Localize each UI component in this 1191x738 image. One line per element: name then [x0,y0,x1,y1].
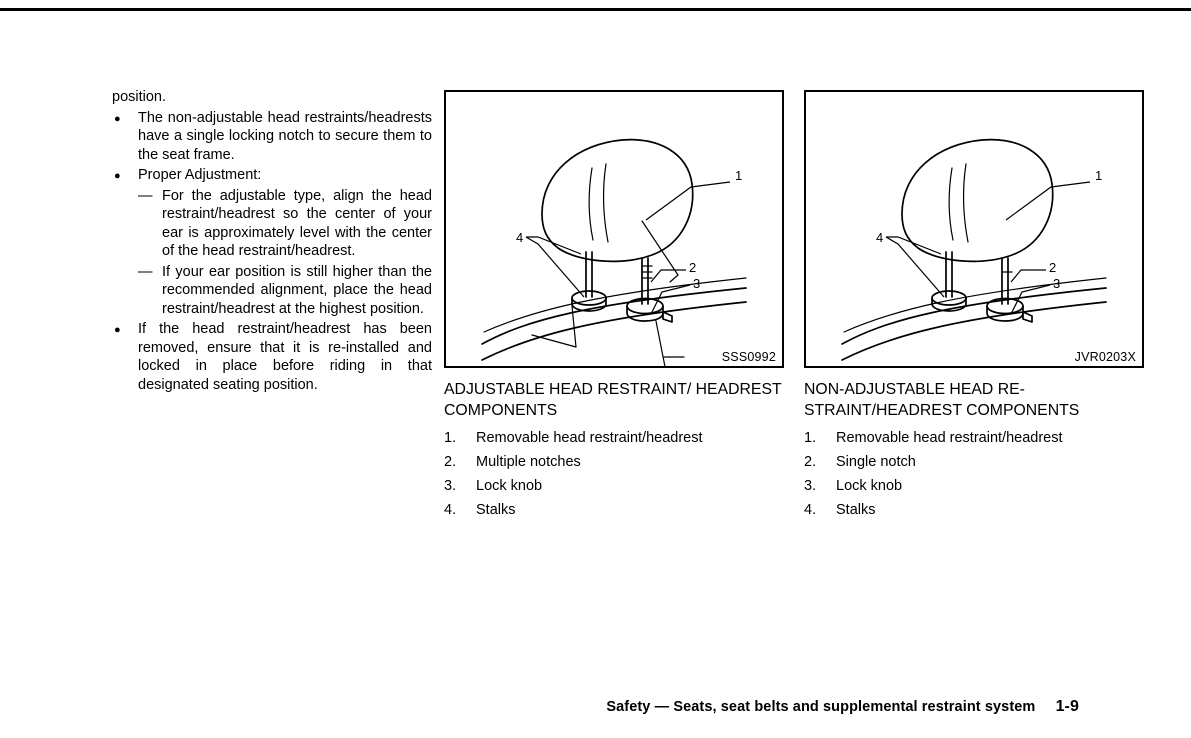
figure-caption-title: ADJUSTABLE HEAD RESTRAINT/ HEADREST COMPONENTS [444,381,782,419]
non-adjustable-head-restraint-illustration [806,92,1142,366]
legend-label: Single notch [836,454,916,470]
figure-legend-list [804,429,1144,520]
figure-adjustable [444,90,784,368]
continuation-line: position. [112,89,167,105]
bullet-text: If the head restraint/headrest has been removed, ensure that it is re-installed and locked in place before riding in that designated seating position. [138,321,432,393]
legend-item [804,453,1144,472]
legend-item [804,477,1144,496]
sub-bullet-item [112,187,432,261]
legend-item [444,429,784,448]
legend-number: 2. [804,454,817,470]
page-footer [606,698,1079,716]
legend-label: Removable head restraint/headrest [836,430,1063,446]
dash-icon: — [138,263,153,280]
legend-number: 4. [444,502,457,518]
legend-label: Lock knob [836,478,903,494]
callout-4: 4 [516,230,524,245]
figure-code: SSS0992 [721,350,776,364]
legend-number: 3. [444,478,457,494]
bullet-icon: ● [114,112,121,125]
adjustable-head-restraint-illustration [446,92,782,366]
bullet-icon: ● [114,170,121,182]
callout-4: 4 [876,230,884,245]
callout-2: 2 [689,260,697,275]
bullet-item [112,320,432,394]
callout-1: 1 [735,168,743,183]
legend-item [444,477,784,496]
page-top-rule [0,8,1191,11]
legend-label: Multiple notches [476,454,581,470]
legend-number: 3. [804,478,817,494]
page-number: 1-9 [1055,698,1079,715]
callout-2: 2 [1049,260,1057,275]
figure-non-adjustable [804,90,1144,368]
bullet-item [112,166,432,185]
sub-bullet-text: If your ear position is still higher than the recommended alignment, place the head restraint/headrest at the highest position. [162,263,432,317]
legend-label: Stalks [476,502,516,518]
dash-icon: — [138,187,153,204]
legend-item [804,501,1144,520]
sub-bullet-item [112,263,432,319]
figure-code: JVR0203X [1074,350,1136,364]
bullet-icon: ● [114,324,121,336]
bullet-item [112,109,432,165]
legend-label: Removable head restraint/headrest [476,430,703,446]
legend-number: 1. [444,430,457,446]
callout-3: 3 [1053,276,1061,291]
legend-number: 1. [804,430,817,446]
sub-bullet-text: For the adjustable type, align the head restraint/headrest so the center of your ear is approximately level with the center of the head restraint/headrest. [162,187,432,259]
bullet-text: Proper Adjustment: [138,167,262,183]
callout-3: 3 [693,276,701,291]
legend-item [444,501,784,520]
callout-1: 1 [1095,168,1103,183]
legend-number: 2. [444,454,457,470]
legend-number: 4. [804,502,817,518]
legend-label: Stalks [836,502,876,518]
legend-item [444,453,784,472]
footer-section-title: Safety — Seats, seat belts and supplemental restraint system [606,699,1036,715]
legend-item [804,429,1144,448]
body-text-column [112,88,432,394]
bullet-text: The non-adjustable head restraints/headrests have a single locking notch to secure them to the seat frame. [138,109,432,163]
figure-adjustable-caption-block [444,380,784,525]
legend-label: Lock knob [476,478,543,494]
figure-caption-title: NON-ADJUSTABLE HEAD RE- STRAINT/HEADREST COMPONENTS [804,381,1080,419]
figure-non-adjustable-caption-block [804,380,1144,525]
figure-legend-list [444,429,784,520]
